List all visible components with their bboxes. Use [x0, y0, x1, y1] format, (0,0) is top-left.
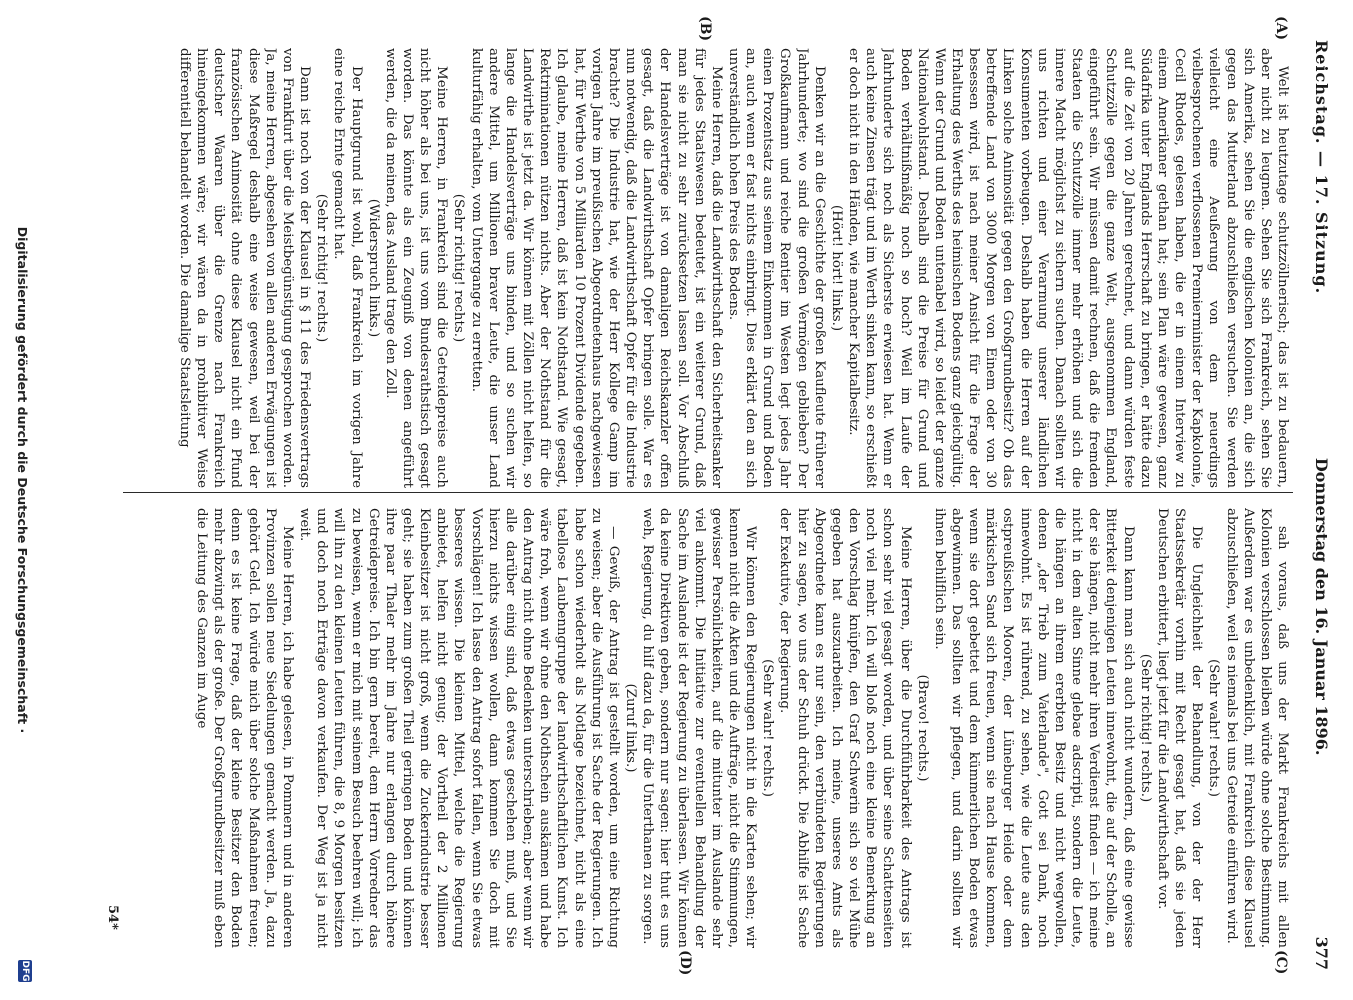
- margin-marker-b: (B): [697, 16, 713, 42]
- sheet-signature: 54*: [105, 905, 120, 930]
- paragraph: sah voraus, daß uns der Markt Frankreichs mit allen Kolonien verschlossen bleiben würde ohne solche Bestimmung. Außerdem war es unbedenklich, mit Frankreich diese Klausel abzuschließen, weil es niemals bei uns Getreide einführen wird.: [1223, 508, 1290, 948]
- funding-credit: Digitalisierung gefördert durch die Deutsche Forschungsgemeinschaft ·: [15, 226, 30, 734]
- paragraph: Wir können den Regierungen nicht in die Karten sehen; wir kennen nicht die Akten und die Aufträge, nicht die Stimmungen, gewisser Persönlichkeiten, auf die mitunter im Auslande sehr viel ankommt. Die Initiative zur eventuellen Behandlung der Sache im Auslande ist der Regierung zu überlassen. Wir können da keine Direktiven geben, sondern nur sagen: hier thut es uns weh, Regierung, du hilf dazu da, für die Unterthanen zu sorgen.: [640, 508, 759, 948]
- paragraph: Welt ist heutzutage schutzzöllnerisch; das ist zu bedauern, aber nicht zu leugnen. Sehen Sie sich Frankreich, sehen Sie sich Amerika, sehen Sie die englischen Kolonien an, die sich gegen das Mutterland abzuschließen versuchen. Sie werden vielleicht eine Aeußerung von dem neuerdings vielbesprochenen verflossenen Premierminister der Kapkolonie, Cecil Rhodes, gelesen haben, die er in einem Interview zu einem Amerikaner gethan hat; sein Plan wäre gewesen, ganz Südafrika unter Englands Herrschaft zu bringen, er hätte dazu auf die Zeit von 20 Jahren gerechnet, und dann würden feste Schutzzölle gegen die ganze Welt, ausgenommen England, eingeführt sein. Wir müssen damit rechnen, daß die fremden Staaten die Schutzzölle immer mehr erhöhen und sich die innere Macht möglichst zu sichern suchen. Danach sollten wir uns richten und einer Verarmung unserer ländlichen Konsumenten vorbeugen. Deshalb haben die Herren auf der Linken solche Animosität gegen den Großgrundbesitz? Ob das betreffende Land von 3000 Morgen von Einem oder von 30 besessen wird, ist nach meiner Ansicht für die Frage der Erhaltung des Werths des heimischen Bodens ganz gleichgültig. Wenn der Grund und Boden untenabel wird, so leidet der ganze Nationalwohlstand. Deshalb sind die Preise für Grund und Boden verhältnißmäßig noch so hoch? Weil im Laufe der Jahrhunderte sich noch als Sicherste erwiesen hat. Wenn er auch keine Zinsen trägt und im Werth sinken kann, so erschießt er doch nicht in den Händen, wie mancher Kapitalbesitz.: [846, 48, 1290, 488]
- paragraph: Die Ungleichheit der Behandlung, von der der Herr Staatssekretär vorhin mit Recht gesagt hat, daß sie jeden Deutschen erbittert, liegt jetzt für die Landwirthschaft vor.: [1154, 508, 1205, 948]
- digitization-credit-bar: [0, 0, 48, 1000]
- interjection: (Sehr richtig! rechts.): [451, 193, 467, 343]
- paragraph: Dann ist noch von der Klausel in § 11 des Friedensvertrags von Frankfurt über die Meistbegünstigung gesprochen worden. Ja, meine Herren, abgesehen von allen anderen Erwägungen ist diese Maßregel deshalb eine weise gewesen, weil bei der französischen Animosität ohne diese Klausel nicht ein Pfund deutscher Waaren über die Grenze nach Frankreich hineingekommen wäre; wir wären da in prohibitiver Weise differentiell behandelt worden. Die damalige Staatsleitung: [177, 48, 313, 488]
- interjection: (Zuruf links.): [623, 683, 639, 773]
- interjection: (Hört! hört! links.): [828, 204, 844, 332]
- column-divider: [123, 492, 1293, 493]
- header-date: Donnerstag den 16. Januar 1896.: [1312, 457, 1331, 756]
- page-header: [1301, 40, 1331, 970]
- interjection: (Sehr richtig! rechts.): [1137, 653, 1153, 803]
- paragraph: — Gewiß, der Antrag ist gestellt worden, um eine Richtung zu weisen; aber die Ausführung ist Sache der Regierungen. Ich habe schon wiederholt als Notlage bezeichnet, nicht als eine tabellose Laubenngruppe der landwirthschaftlichen Kunst. Ich wäre froh, wenn wir ohne den Nothschein auskämen und habe den Antrag nicht ohne Bedenken unterschrieben; aber wenn wir alle darüber einig sind, daß etwas geschehen muß, und Sie hierzu nichts wissen wollen, dann kommen Sie doch mit Vorschlägen! Ich lasse den Antrag sofort fallen, wenn Sie etwas besseres wissen. Die kleinen Mittel, welche die Regierung anbietet, helfen nicht genug; der Vortheil der 2 Millionen Kleinbesitzer ist nicht groß, wenn die Zuckerindustrie besser geht; sie haben zum großen Theil geringen Boden und können ihre paar Thaler mehr im Jahre nur erlangen durch höhere Getreidepreise. Ich bin gern bereit, dem Herrn Vorredner das zu beweisen, wenn er mich mit seinem Besuch beehren will; ich will ihn zu den kleinen Leuten führen, die 8, 9 Morgen besitzen und doch noch Erträge davon verkaufen. Der Weg ist ja nicht weit.: [297, 508, 621, 948]
- margin-marker-d: (D): [677, 950, 693, 976]
- paragraph: Dann kann man sich auch nicht wundern, daß eine gewisse Bitterkeit denjenigen Leuten innewohnt, die auf der Scholle, an der sie hängen, nicht mehr ihren Verdienst finden — ich meine nicht in dem alten Sinne glebae adscripti, sondern die Leute, die hängen an ihrem ererbten Besitz und nicht wegwollen, denen „der Trieb zum Vaterlande", Gott sei Dank, noch innewohnt. Es ist rührend, zu sehen, wie die Leute aus den ostpreußischen Mooren, der Lüneburger Heide oder dem märkischen Sand sich freuen, wenn sie nach Hause kommen, wenn sie dort gebettet und dem kümmerlichen Boden etwas abgewinnen. Das sollten wir pflegen, und darin sollten wir ihnen behilflich sein.: [931, 508, 1136, 948]
- dfg-logo-icon: DFG: [20, 960, 30, 982]
- margin-marker-a: (A): [1273, 16, 1289, 41]
- paragraph: Der Hauptgrund ist wohl, daß Frankreich im vorigen Jahre eine reiche Ernte gemacht hat.: [331, 48, 364, 488]
- interjection: (Sehr wahr! rechts.): [760, 659, 776, 797]
- paragraph: Denken wir an die Geschichte der großen Kaufleute früherer Jahrhunderte; wo sind die großen Vermögen geblieben? Der Großkaufmann und reiche Rentier im Westen legt jedes Jahr einen Prozentsatz aus seinem Einkommen in Grund und Boden an, auch wenn er fast nichts einbringt. Dies erklärt den an sich unverständlich hohen Preis des Bodens.: [726, 48, 827, 488]
- interjection: (Sehr wahr! rechts.): [1206, 659, 1222, 797]
- running-head: Reichstag. — 17. Sitzung.: [1312, 40, 1331, 295]
- interjection: (Widerspruch links.): [365, 198, 381, 338]
- interjection: (Sehr richtig! rechts.): [314, 193, 330, 343]
- header-right: [1312, 458, 1331, 970]
- paragraph: Meine Herren, über die Durchführbarkeit des Antrags ist schon sehr viel gesagt worden, und über seine Schattenseiten noch viel mehr. Ich will bloß noch eine kleine Bemerkung an den Vorschlag knüpfen, den Graf Schwerin sich so viel Mühe gegeben hat auszuarbeiten. Ich meine, unseres Amts als Abgeordnete kann es nur sein, den verbündeten Regierungen hier zu sagen, wo uns der Schuh drückt. Die Abhilfe ist Sache der Exekutive, der Regierung.: [777, 508, 913, 948]
- margin-marker-c: (C): [1273, 950, 1289, 975]
- page-number: 377: [1312, 936, 1331, 970]
- paragraph: Meine Herren, in Frankreich sind die Getreidepreise auch nicht höher als bei uns, ist uns vom Bundesrathstisch gesagt worden. Das könnte als ein Zeugniß von denen angeführt werden, die da meinen, das Ausland trage den Zoll.: [382, 48, 450, 488]
- text-column-right: [126, 508, 1291, 948]
- text-column-left: [126, 48, 1291, 488]
- paragraph: Meine Herren, daß die Landwirthschaft den Sicherheitsanker für jedes Staatswesen bedeutet, ist ein weiterer Grund, daß man sie nicht zu sehr zurücksetzen lassen soll. Vor Abschluß der Handelsverträge ist von damaligen Reichskanzler offen gesagt, daß die Landwirthschaft Opfer bringen solle. War es nun notwendig, daß die Landwirthschaft Opfer für die Industrie brachte? Die Industrie hat, wie der Herr Kollege Gamp im vorigen Jahre im preußischen Abgeordnetenhaus nachgewiesen hat, für Werthe von 5 Milliarden 10 Prozent Dividende gegeben. Ich glaube, meine Herren, daß ist kein Nothstand. Wie gesagt, Rektriminationen nützen nichts. Aber der Nothstand für die Landwirthe ist jetzt da. Wir können mit Zöllen nicht helfen, so lange die Handelsverträge uns binden, und so suchen wir andere Mittel, um Millionen braver Leute, die unser Land kulturfähig erhalten, vom Untergange zu erretten.: [468, 48, 724, 488]
- paragraph: Meine Herren, ich habe gelesen, in Pommern und in anderen Provinzen sollen neue Siedelungen gemacht werden. Ja, dazu gehört Geld. Ich würde mich über solche Maßnahmen freuen; denn es ist keine Frage, daß der kleine Besitzer den Boden mehr abzwingt als der große. Der Großgrundbesitzer muß eben die Leitung des Ganzen im Auge: [194, 508, 295, 948]
- interjection: (Bravo! rechts.): [914, 674, 930, 782]
